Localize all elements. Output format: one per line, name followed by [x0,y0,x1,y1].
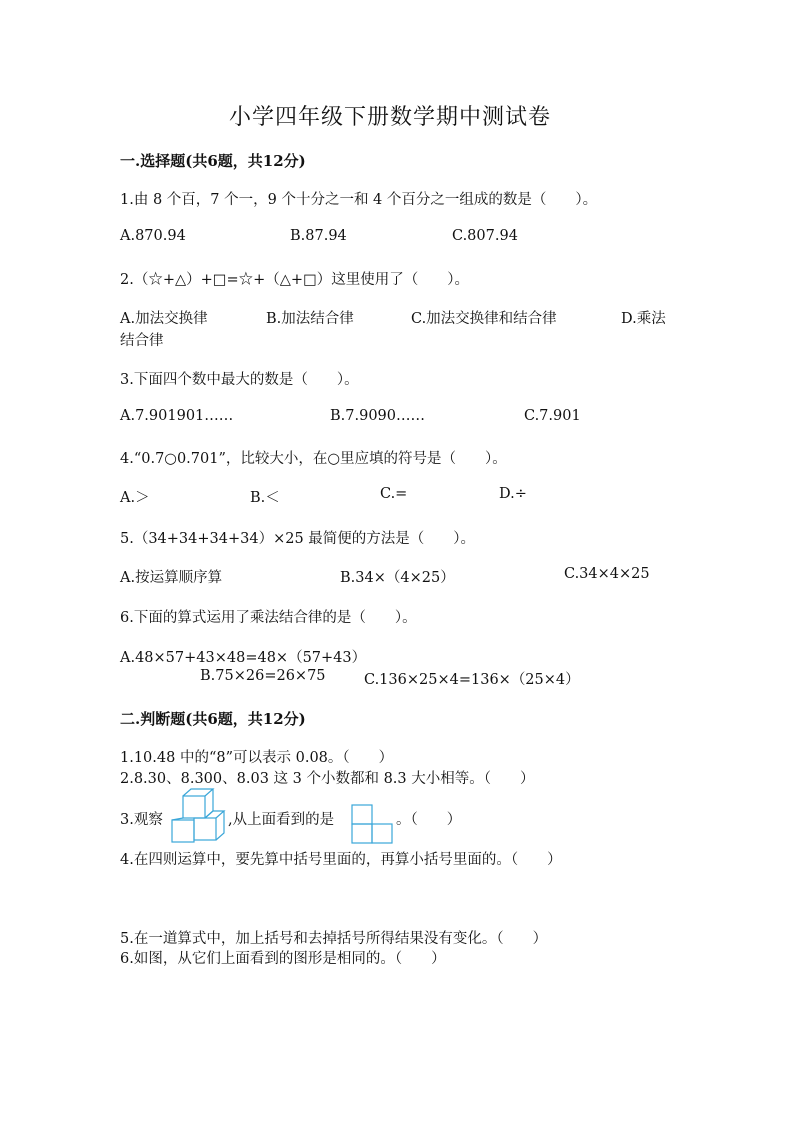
cube-stack-figure [170,786,232,844]
q1-option-c: C.807.94 [452,228,518,244]
page-title: 小学四年级下册数学期中测试卷 [229,105,552,130]
q2-option-c: C.加法交换律和结合律 [411,311,557,327]
judge-1: 1.10.48 中的“8”可以表示 0.08。（ ） [120,750,394,766]
q4-option-b: B.＜ [250,490,280,506]
judge-3-mid: ,从上面看到的是 [228,812,335,828]
q4-option-d: D.÷ [499,486,527,502]
q2-option-a: A.加法交换律 [120,311,208,327]
q5-option-a: A.按运算顺序算 [120,570,223,586]
judge-4: 4.在四则运算中，要先算中括号里面的，再算小括号里面的。（ ） [120,852,562,868]
q1-option-a: A.870.94 [120,228,186,244]
section1-heading: 一.选择题(共6题，共12分) [120,152,306,170]
q2-option-d: D.乘法 [621,311,666,327]
top-view-figure [350,803,394,845]
section2-heading: 二.判断题(共6题，共12分) [120,710,306,728]
question-5: 5.（34+34+34+34）×25 最简便的方法是（ ）。 [120,531,476,547]
question-6: 6.下面的算式运用了乘法结合律的是（ ）。 [120,610,417,626]
question-1: 1.由 8 个百，7 个一，9 个十分之一和 4 个百分之一组成的数是（ ）。 [120,192,598,208]
judge-6: 6.如图，从它们上面看到的图形是相同的。（ ） [120,951,446,967]
q2-option-d-cont: 结合律 [120,333,164,349]
q5-option-b: B.34×（4×25） [340,570,455,586]
judge-3-suffix: 。（ ） [396,812,462,828]
judge-5: 5.在一道算式中，加上括号和去掉括号所得结果没有变化。（ ） [120,931,548,947]
q1-option-b: B.87.94 [290,228,347,244]
q3-option-b: B.7.9090…… [330,408,426,424]
q3-option-a: A.7.901901…… [120,408,234,424]
question-4: 4.“0.7○0.701”，比较大小，在○里应填的符号是（ ）。 [120,451,507,467]
q6-option-a: A.48×57+43×48=48×（57+43） [120,650,367,666]
q4-option-a: A.＞ [120,490,150,506]
q6-option-b: B.75×26=26×75 [200,668,326,684]
judge-2: 2.8.30、8.300、8.03 这 3 个小数都和 8.3 大小相等。（ ） [120,771,535,787]
question-3: 3.下面四个数中最大的数是（ ）。 [120,372,359,388]
q3-option-c: C.7.901 [524,408,581,424]
judge-3-prefix: 3.观察 [120,812,163,828]
q6-option-c: C.136×25×4=136×（25×4） [364,672,580,688]
q5-option-c: C.34×4×25 [564,566,650,582]
q2-option-b: B.加法结合律 [266,311,354,327]
q4-option-c: C.= [380,486,408,502]
question-2: 2.（☆+△）+□=☆+（△+□）这里使用了（ ）。 [120,272,470,288]
